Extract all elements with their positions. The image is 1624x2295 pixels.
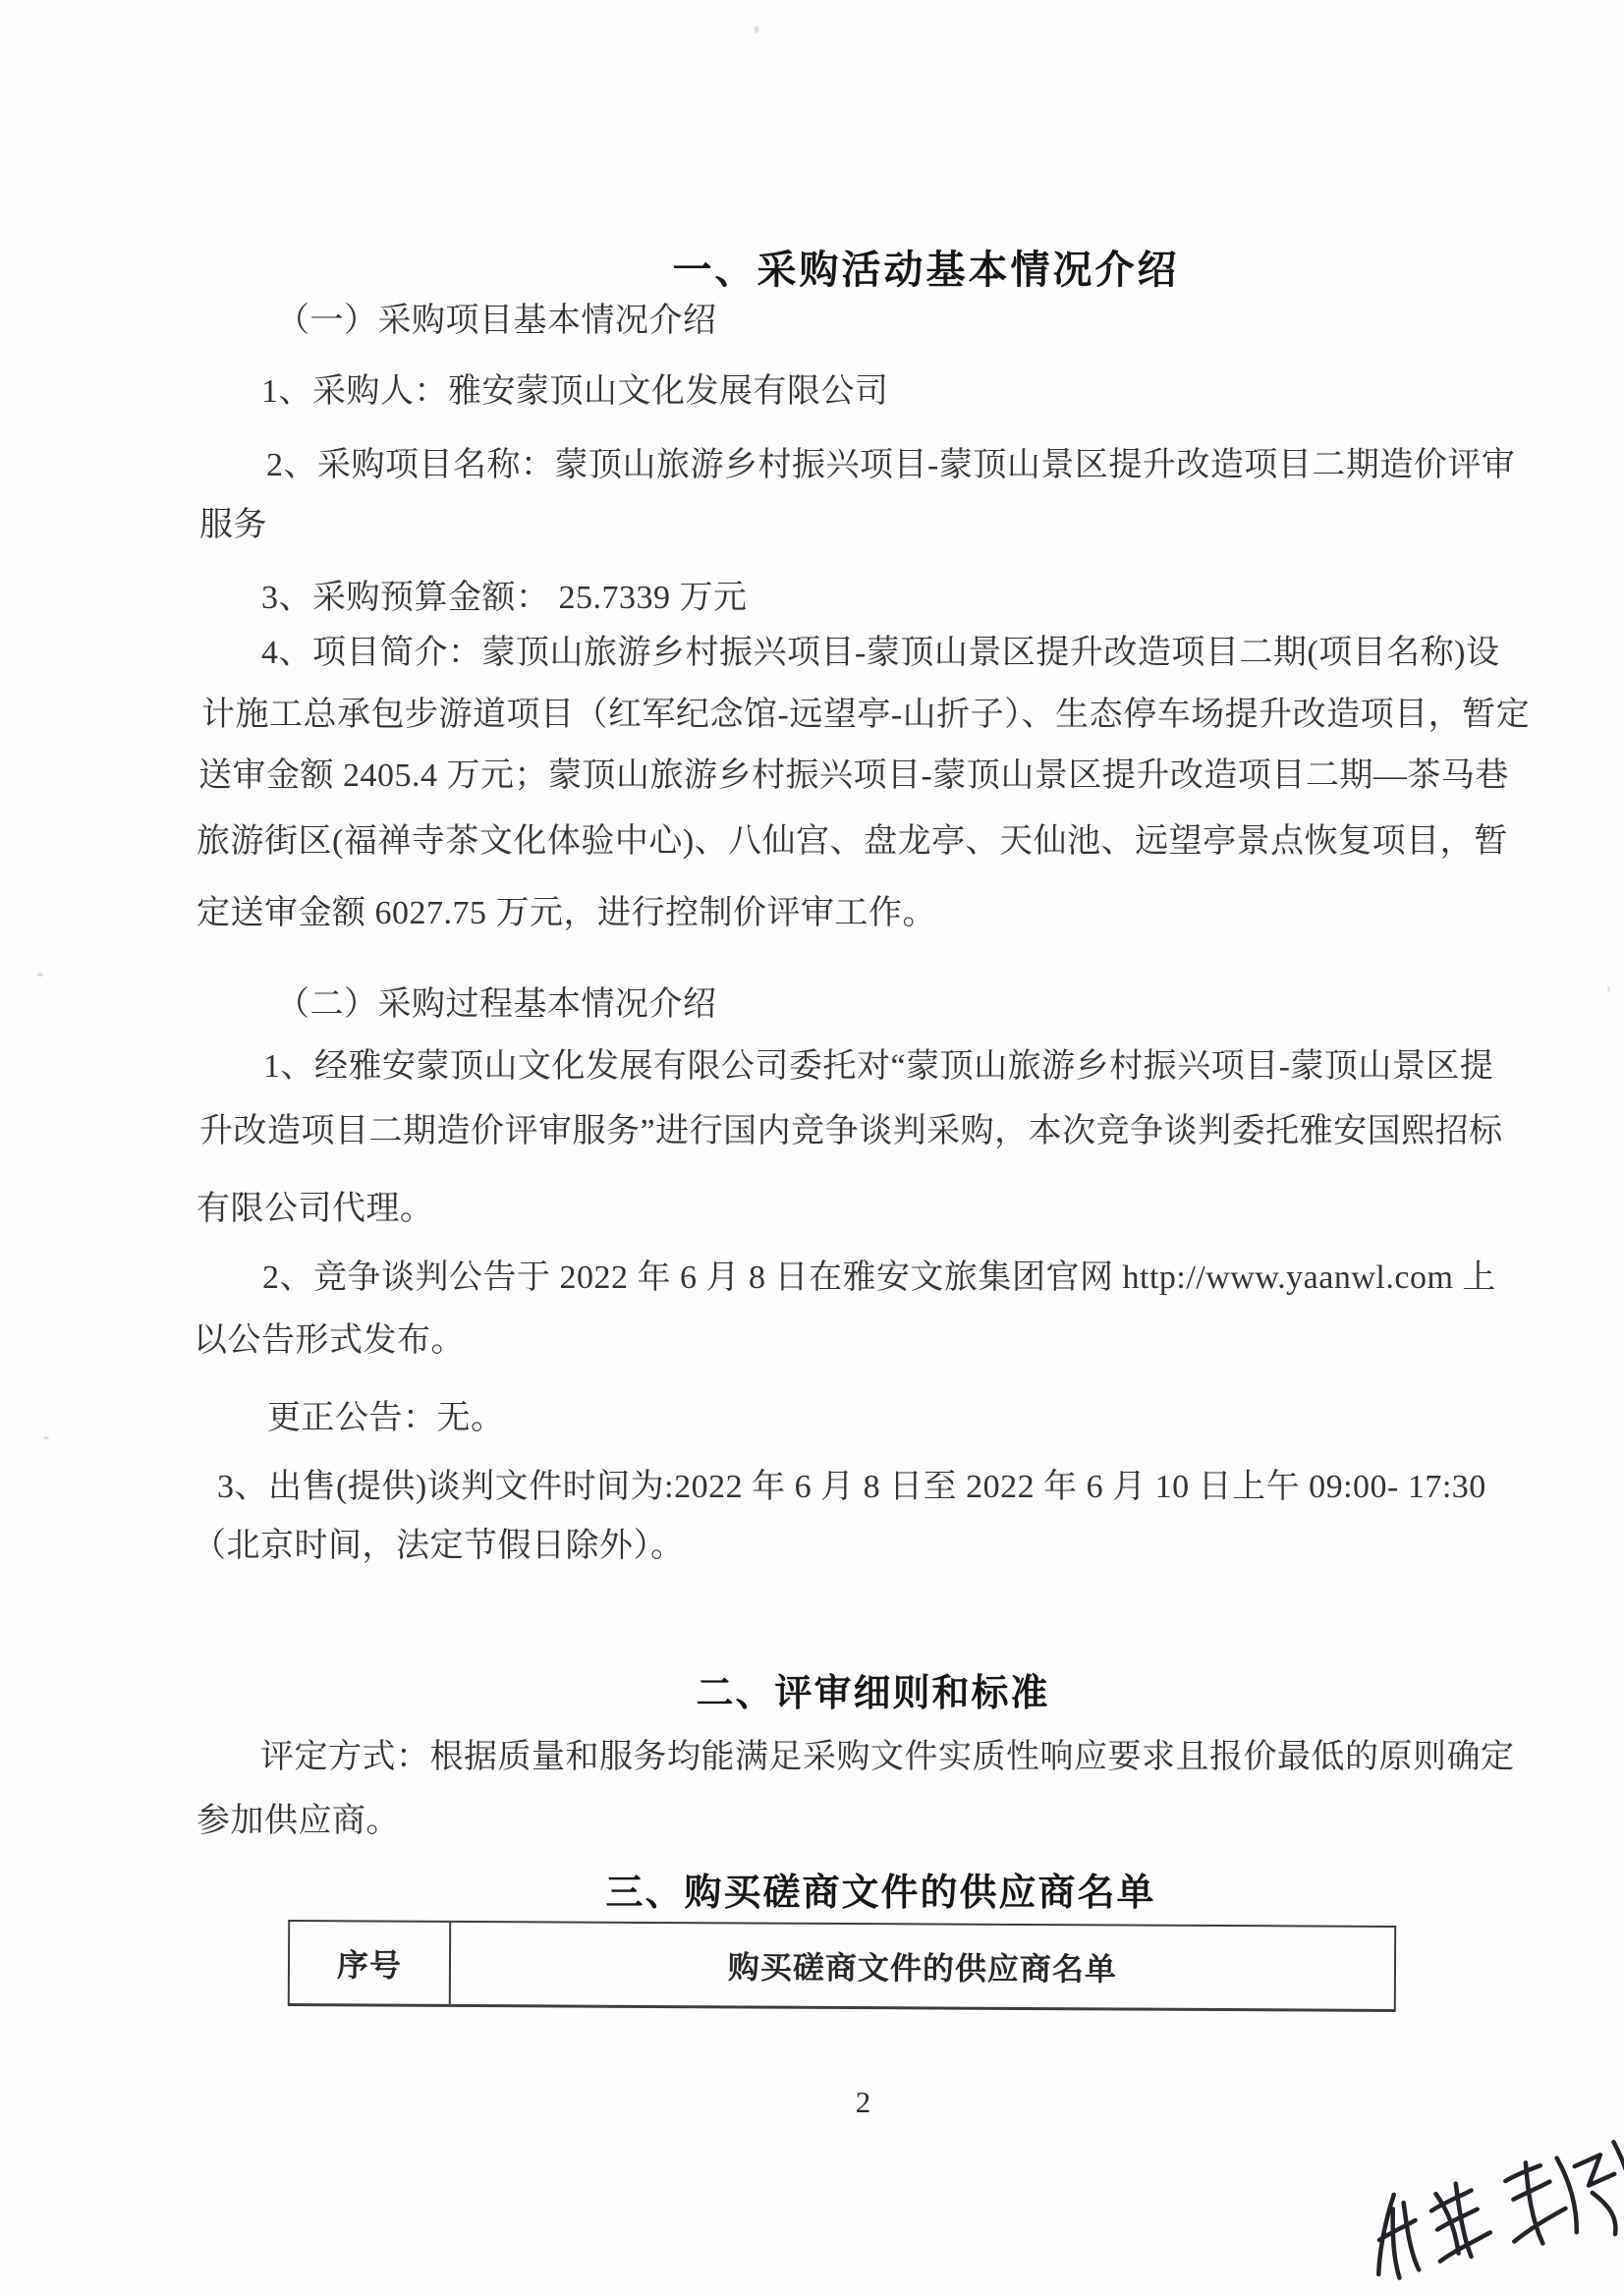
signature xyxy=(1338,2124,1624,2295)
scan-speck xyxy=(37,973,43,977)
table-header-serial: 序号 xyxy=(289,1921,450,2005)
supplier-table xyxy=(288,1920,1396,2012)
scan-speck xyxy=(1607,986,1610,992)
project-intro-line-5: 定送审金额 6027.75 万元，进行控制价评审工作。 xyxy=(196,895,936,931)
scan-speck xyxy=(755,26,758,33)
evaluation-line-2: 参加供应商。 xyxy=(196,1803,400,1839)
budget-line: 3、采购预算金额： 25.7339 万元 xyxy=(261,580,748,616)
process-line-3: 有限公司代理。 xyxy=(196,1191,434,1227)
section1-title: 一、采购活动基本情况介绍 xyxy=(672,249,1180,292)
subsection1-heading: （一）采购项目基本情况介绍 xyxy=(276,303,717,339)
page-number: 2 xyxy=(855,2085,871,2119)
table-header-row xyxy=(289,1921,1395,2010)
scan-speck xyxy=(43,1436,49,1439)
purchaser-line: 1、采购人：雅安蒙顶山文化发展有限公司 xyxy=(261,373,889,410)
table-header-supplier-list: 购买磋商文件的供应商名单 xyxy=(450,1922,1395,2011)
project-name-line-2: 服务 xyxy=(199,507,267,543)
process-line-1: 1、经雅安蒙顶山文化发展有限公司委托对“蒙顶山旅游乡村振兴项目-蒙顶山景区提 xyxy=(263,1048,1494,1085)
process-line-2: 升改造项目二期造价评审服务”进行国内竞争谈判采购，本次竞争谈判委托雅安国熙招标 xyxy=(199,1113,1503,1149)
correction-note: 更正公告：无。 xyxy=(267,1400,505,1436)
project-intro-line-4: 旅游街区(福禅寺茶文化体验中心)、八仙宫、盘龙亭、天仙池、远望亭景点恢复项目，暂 xyxy=(196,823,1508,860)
project-intro-line-2: 计施工总承包步游道项目（红军纪念馆-远望亭-山折子）、生态停车场提升改造项目，暂定 xyxy=(201,697,1531,733)
section3-title: 三、购买磋商文件的供应商名单 xyxy=(605,1873,1156,1914)
project-intro-line-1: 4、项目简介：蒙顶山旅游乡村振兴项目-蒙顶山景区提升改造项目二期(项目名称)设 xyxy=(261,635,1500,671)
section2-title: 二、评审细则和标准 xyxy=(696,1673,1050,1714)
project-intro-line-3: 送审金额 2405.4 万元；蒙顶山旅游乡村振兴项目-蒙顶山景区提升改造项目二期—茶马巷 xyxy=(198,757,1509,794)
project-name-line-1: 2、采购项目名称：蒙顶山旅游乡村振兴项目-蒙顶山景区提升改造项目二期造价评审 xyxy=(266,447,1516,483)
subsection2-heading: （二）采购过程基本情况介绍 xyxy=(276,986,717,1023)
sale-time-line-2: （北京时间，法定节假日除外）。 xyxy=(193,1528,685,1564)
announcement-line-1: 2、竞争谈判公告于 2022 年 6 月 8 日在雅安文旅集团官网 http://www.yaanwl.com 上 xyxy=(262,1259,1496,1296)
evaluation-line-1: 评定方式：根据质量和服务均能满足采购文件实质性响应要求且报价最低的原则确定 xyxy=(260,1739,1515,1775)
sale-time-line-1: 3、出售(提供)谈判文件时间为:2022 年 6 月 8 日至 2022 年 6 月 10 日上午 09:00- 17:30 xyxy=(217,1469,1486,1505)
announcement-line-2: 以公告形式发布。 xyxy=(194,1322,465,1359)
